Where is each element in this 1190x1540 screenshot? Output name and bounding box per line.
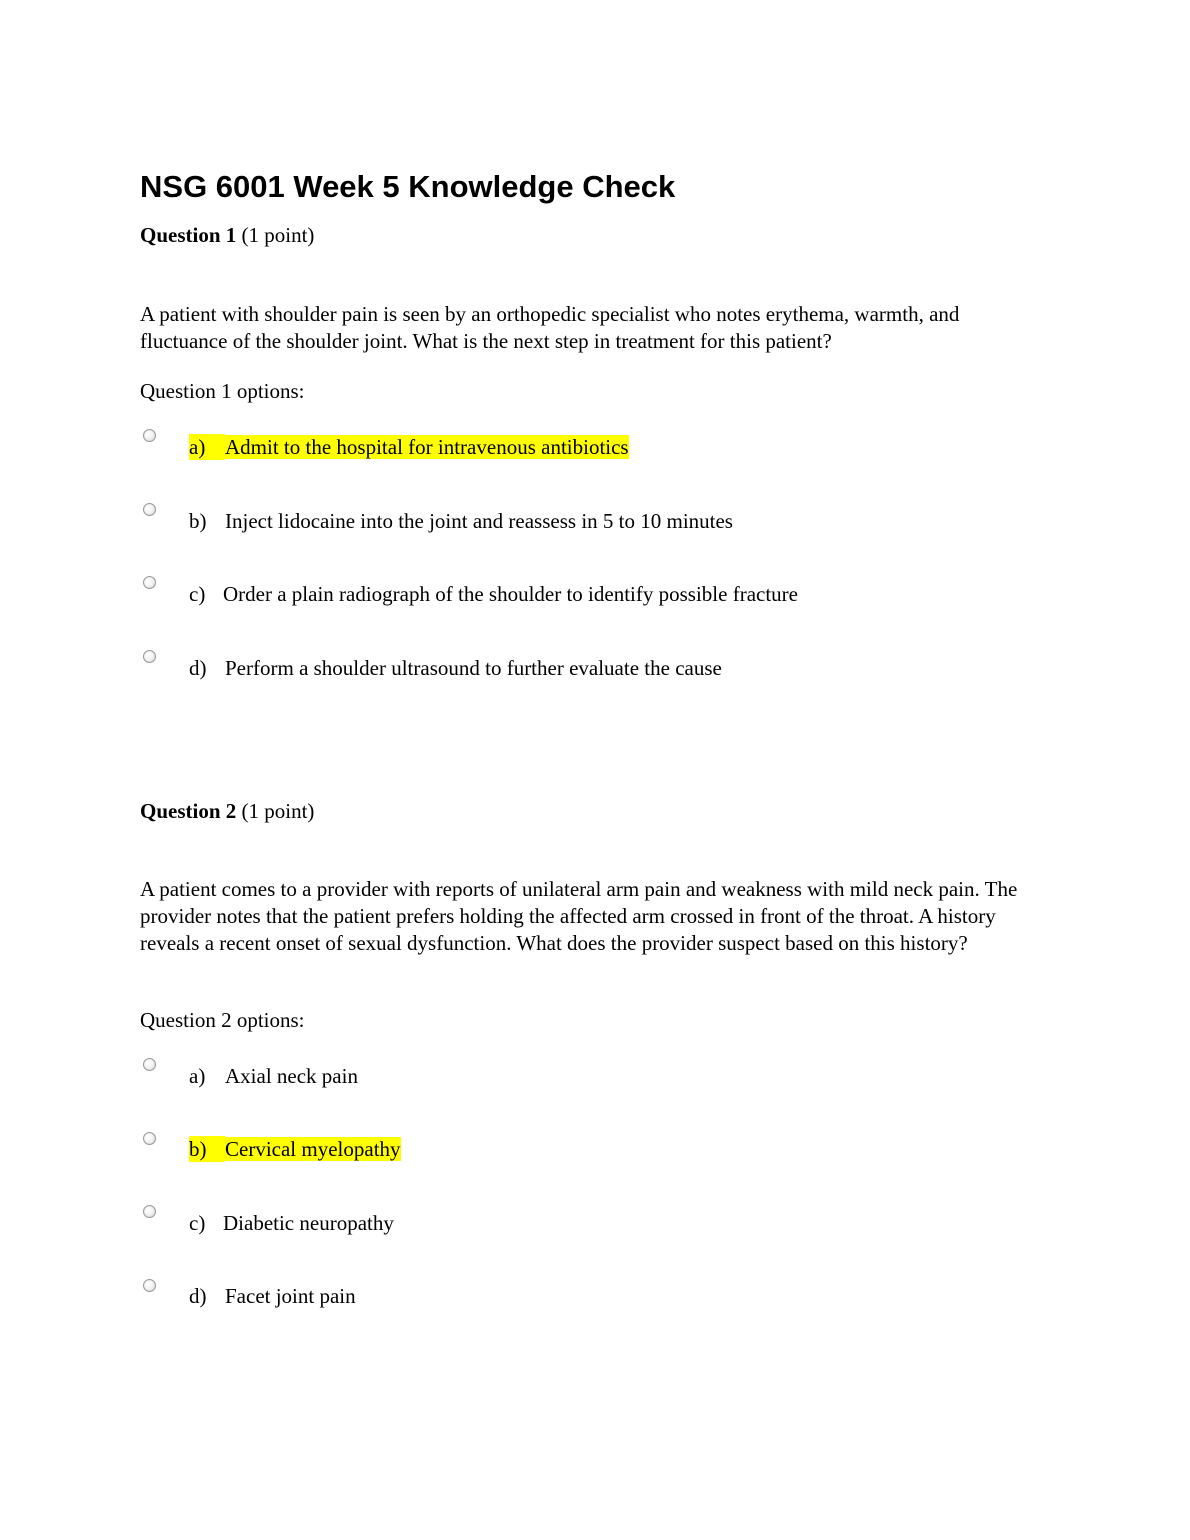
option-text: Perform a shoulder ultrasound to further evaluate the cause — [225, 656, 722, 680]
question-1-option-d-radio[interactable] — [143, 650, 156, 663]
question-2-label: Question 2 — [140, 799, 237, 823]
option-text: Diabetic neuropathy — [223, 1211, 394, 1235]
option-text: Cervical myelopathy — [225, 1137, 401, 1161]
option-letter: c) — [189, 1211, 206, 1235]
option-letter: b) — [189, 509, 207, 533]
option-letter: b) — [189, 1136, 225, 1162]
option-letter: c) — [189, 582, 206, 606]
question-1-option-b-radio[interactable] — [143, 503, 156, 516]
question-2-option-c-radio[interactable] — [143, 1205, 156, 1218]
question-2-heading — [140, 798, 314, 824]
question-1-option-c[interactable] — [189, 581, 798, 607]
option-text: Facet joint pain — [225, 1284, 356, 1308]
option-letter: a) — [189, 434, 225, 460]
question-1-points: (1 point) — [241, 223, 315, 247]
question-2-option-c[interactable] — [189, 1210, 394, 1236]
option-text: Admit to the hospital for intravenous antibiotics — [225, 435, 629, 459]
question-1-heading — [140, 222, 314, 248]
question-2-option-a[interactable] — [189, 1063, 358, 1089]
question-1-label: Question 1 — [140, 223, 237, 247]
question-2-option-b[interactable] — [189, 1136, 401, 1162]
question-1-option-c-radio[interactable] — [143, 576, 156, 589]
question-1-option-a-radio[interactable] — [143, 429, 156, 442]
page-title: NSG 6001 Week 5 Knowledge Check — [140, 169, 676, 204]
question-1-text: A patient with shoulder pain is seen by an orthopedic specialist who notes erythema, warmth, and fluctuance of the shoulder joint. What is the next step in treatment for this patient? — [140, 302, 960, 353]
question-2-option-a-radio[interactable] — [143, 1058, 156, 1071]
question-1-option-a[interactable] — [189, 434, 629, 460]
question-2-options-label: Question 2 options: — [140, 1008, 305, 1032]
option-text: Inject lidocaine into the joint and reassess in 5 to 10 minutes — [225, 509, 733, 533]
question-2-option-d-radio[interactable] — [143, 1279, 156, 1292]
option-text: Axial neck pain — [225, 1064, 358, 1088]
question-1-options-label: Question 1 options: — [140, 379, 305, 403]
question-1-option-b[interactable] — [189, 508, 733, 534]
option-text: Order a plain radiograph of the shoulder to identify possible fracture — [223, 582, 798, 606]
option-letter: a) — [189, 1064, 206, 1088]
option-letter: d) — [189, 1284, 207, 1308]
question-2-text: A patient comes to a provider with reports of unilateral arm pain and weakness with mild neck pain. The provider notes that the patient prefers holding the affected arm crossed in front of the throat. A history reveals a recent onset of sexual dysfunction. What does the provider suspect based on this history? — [140, 877, 1018, 955]
question-2-option-b-radio[interactable] — [143, 1132, 156, 1145]
question-1-option-d[interactable] — [189, 655, 722, 681]
question-2-option-d[interactable] — [189, 1283, 356, 1309]
option-letter: d) — [189, 656, 207, 680]
question-2-points: (1 point) — [241, 799, 315, 823]
